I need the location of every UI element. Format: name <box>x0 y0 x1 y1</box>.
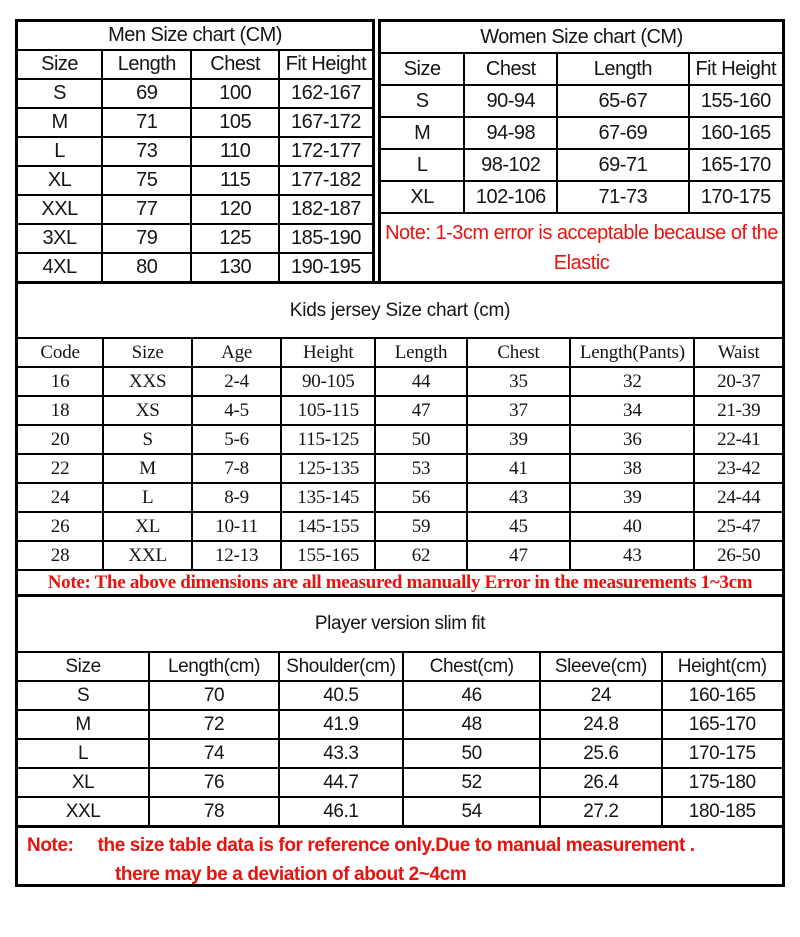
table-cell: 35 <box>467 367 571 396</box>
player-chart-header-row <box>17 652 784 681</box>
table-row <box>17 512 784 541</box>
table-cell: 24 <box>540 681 661 710</box>
table-cell: 115-125 <box>281 425 375 454</box>
table-cell: 125-135 <box>281 454 375 483</box>
table-cell: 77 <box>102 195 191 224</box>
table-cell: S <box>380 85 465 117</box>
table-cell: 185-190 <box>279 224 374 253</box>
table-cell: M <box>103 454 192 483</box>
table-cell: 145-155 <box>281 512 375 541</box>
table-cell: 78 <box>149 797 279 827</box>
kids-chart-note-row <box>17 570 784 596</box>
table-cell: 24-44 <box>694 483 783 512</box>
footer-note-line-1 <box>27 835 782 857</box>
table-cell: 26 <box>17 512 104 541</box>
table-cell: 100 <box>191 79 278 108</box>
table-cell: 21-39 <box>694 396 783 425</box>
table-cell: S <box>17 681 150 710</box>
table-row <box>17 166 374 195</box>
table-cell: 130 <box>191 253 278 283</box>
table-row <box>380 117 784 149</box>
table-cell: 27.2 <box>540 797 661 827</box>
table-cell: 34 <box>570 396 694 425</box>
table-cell: 75 <box>102 166 191 195</box>
column-header: Length(cm) <box>149 652 279 681</box>
table-cell: M <box>17 710 150 739</box>
kids-chart-note: Note: The above dimensions are all measured manually Error in the measurements 1~3cm <box>17 570 784 596</box>
table-cell: 135-145 <box>281 483 375 512</box>
table-cell: 74 <box>149 739 279 768</box>
table-cell: 5-6 <box>192 425 281 454</box>
table-cell: 44 <box>375 367 466 396</box>
table-cell: 3XL <box>17 224 103 253</box>
table-cell: 10-11 <box>192 512 281 541</box>
table-cell: 70 <box>149 681 279 710</box>
table-row <box>17 739 784 768</box>
column-header: Chest <box>464 53 557 85</box>
table-cell: 105-115 <box>281 396 375 425</box>
table-cell: 18 <box>17 396 104 425</box>
table-cell: 170-175 <box>662 739 784 768</box>
table-cell: 90-94 <box>464 85 557 117</box>
player-chart-title: Player version slim fit <box>17 596 784 653</box>
women-chart-body <box>380 85 784 213</box>
table-cell: 4-5 <box>192 396 281 425</box>
table-row <box>17 367 784 396</box>
table-cell: 45 <box>467 512 571 541</box>
table-cell: XL <box>380 181 465 213</box>
footer-note-label: Note: <box>27 835 74 856</box>
table-cell: 44.7 <box>279 768 403 797</box>
table-cell: 22 <box>17 454 104 483</box>
table-row <box>17 768 784 797</box>
table-cell: 73 <box>102 137 191 166</box>
table-cell: L <box>380 149 465 181</box>
table-cell: 50 <box>375 425 466 454</box>
men-chart-header-row <box>17 50 374 79</box>
women-chart-note-section <box>380 213 784 282</box>
player-chart-title-row <box>17 596 784 653</box>
women-note-line-1: Note: 1-3cm error is acceptable because of the <box>385 221 778 244</box>
table-cell: XL <box>17 166 103 195</box>
table-cell: 102-106 <box>464 181 557 213</box>
table-row <box>380 85 784 117</box>
table-cell: 28 <box>17 541 104 570</box>
table-cell: 160-165 <box>689 117 784 149</box>
table-cell: 8-9 <box>192 483 281 512</box>
table-cell: 41 <box>467 454 571 483</box>
table-cell: 54 <box>403 797 540 827</box>
table-cell: 43 <box>570 541 694 570</box>
table-cell: 26-50 <box>694 541 783 570</box>
table-cell: XL <box>103 512 192 541</box>
table-cell: 16 <box>17 367 104 396</box>
column-header: Length <box>557 53 688 85</box>
table-cell: 52 <box>403 768 540 797</box>
column-header: Size <box>17 50 103 79</box>
table-cell: XXL <box>17 797 150 827</box>
men-size-table <box>15 19 375 284</box>
column-header: Height(cm) <box>662 652 784 681</box>
table-cell: L <box>17 137 103 166</box>
table-cell: 175-180 <box>662 768 784 797</box>
table-cell: 71 <box>102 108 191 137</box>
column-header: Shoulder(cm) <box>279 652 403 681</box>
table-cell: 160-165 <box>662 681 784 710</box>
table-cell: 155-160 <box>689 85 784 117</box>
table-cell: 12-13 <box>192 541 281 570</box>
table-cell: 39 <box>570 483 694 512</box>
column-header: Chest <box>191 50 278 79</box>
column-header: Fit Height <box>689 53 784 85</box>
table-cell: 41.9 <box>279 710 403 739</box>
column-header: Code <box>17 338 104 367</box>
table-cell: 43.3 <box>279 739 403 768</box>
adult-charts-row <box>15 19 785 284</box>
table-cell: 36 <box>570 425 694 454</box>
footer-note <box>15 828 785 887</box>
table-cell: L <box>17 739 150 768</box>
column-header: Age <box>192 338 281 367</box>
table-cell: 177-182 <box>279 166 374 195</box>
column-header: Length <box>375 338 466 367</box>
table-cell: 23-42 <box>694 454 783 483</box>
table-cell: XXL <box>103 541 192 570</box>
table-cell: S <box>103 425 192 454</box>
table-cell: 172-177 <box>279 137 374 166</box>
column-header: Waist <box>694 338 783 367</box>
table-row <box>17 425 784 454</box>
table-cell: M <box>380 117 465 149</box>
table-cell: 47 <box>375 396 466 425</box>
men-chart-title: Men Size chart (CM) <box>17 21 374 51</box>
table-cell: 56 <box>375 483 466 512</box>
table-cell: 80 <box>102 253 191 283</box>
men-chart-title-row <box>17 21 374 51</box>
table-row <box>17 710 784 739</box>
table-cell: 48 <box>403 710 540 739</box>
column-header: Size <box>380 53 465 85</box>
table-cell: 40 <box>570 512 694 541</box>
footer-note-line-2: there may be a deviation of about 2~4cm <box>115 864 467 885</box>
table-row <box>17 137 374 166</box>
women-chart-note-row <box>380 213 784 282</box>
column-header: Sleeve(cm) <box>540 652 661 681</box>
table-cell: 94-98 <box>464 117 557 149</box>
table-cell: 69 <box>102 79 191 108</box>
table-cell: 59 <box>375 512 466 541</box>
table-cell: 190-195 <box>279 253 374 283</box>
table-cell: 32 <box>570 367 694 396</box>
table-cell: 90-105 <box>281 367 375 396</box>
table-cell: 46 <box>403 681 540 710</box>
table-cell: 25-47 <box>694 512 783 541</box>
table-cell: XS <box>103 396 192 425</box>
table-cell: 76 <box>149 768 279 797</box>
table-cell: 67-69 <box>557 117 688 149</box>
table-cell: XXL <box>17 195 103 224</box>
table-cell: 22-41 <box>694 425 783 454</box>
kids-chart-title: Kids jersey Size chart (cm) <box>17 283 784 339</box>
table-cell: 165-170 <box>689 149 784 181</box>
women-chart-note <box>380 213 784 282</box>
table-cell: L <box>103 483 192 512</box>
table-cell: 24.8 <box>540 710 661 739</box>
kids-chart-title-row <box>17 283 784 339</box>
table-cell: 98-102 <box>464 149 557 181</box>
kids-chart-note-section <box>17 570 784 596</box>
table-cell: 20 <box>17 425 104 454</box>
table-cell: M <box>17 108 103 137</box>
column-header: Length <box>102 50 191 79</box>
table-row <box>17 224 374 253</box>
table-row <box>17 541 784 570</box>
column-header: Length(Pants) <box>570 338 694 367</box>
table-cell: 167-172 <box>279 108 374 137</box>
table-cell: 53 <box>375 454 466 483</box>
column-header: Chest(cm) <box>403 652 540 681</box>
table-cell: 50 <box>403 739 540 768</box>
women-chart-header-row <box>380 53 784 85</box>
table-row <box>17 396 784 425</box>
player-chart-body <box>17 681 784 827</box>
table-row <box>380 181 784 213</box>
table-row <box>17 797 784 827</box>
women-chart-title-row <box>380 21 784 54</box>
table-cell: 24 <box>17 483 104 512</box>
table-cell: S <box>17 79 103 108</box>
table-cell: 170-175 <box>689 181 784 213</box>
table-cell: 162-167 <box>279 79 374 108</box>
column-header: Size <box>17 652 150 681</box>
table-row <box>17 454 784 483</box>
table-cell: 20-37 <box>694 367 783 396</box>
table-cell: XL <box>17 768 150 797</box>
table-cell: 62 <box>375 541 466 570</box>
column-header: Size <box>103 338 192 367</box>
table-cell: 39 <box>467 425 571 454</box>
table-cell: 4XL <box>17 253 103 283</box>
table-cell: 38 <box>570 454 694 483</box>
table-cell: 71-73 <box>557 181 688 213</box>
table-row <box>17 195 374 224</box>
table-cell: 110 <box>191 137 278 166</box>
table-cell: 65-67 <box>557 85 688 117</box>
table-row <box>380 149 784 181</box>
table-cell: 47 <box>467 541 571 570</box>
table-cell: 125 <box>191 224 278 253</box>
table-cell: 115 <box>191 166 278 195</box>
table-row <box>17 483 784 512</box>
table-row <box>17 253 374 283</box>
table-cell: 182-187 <box>279 195 374 224</box>
footer-note-text: the size table data is for reference only.Due to manual measurement . <box>97 835 695 856</box>
table-cell: 180-185 <box>662 797 784 827</box>
women-note-line-2: Elastic <box>553 251 610 274</box>
men-chart-body <box>17 79 374 283</box>
player-version-table <box>15 594 785 828</box>
table-cell: 165-170 <box>662 710 784 739</box>
table-cell: 69-71 <box>557 149 688 181</box>
kids-chart-body <box>17 367 784 570</box>
column-header: Chest <box>467 338 571 367</box>
table-cell: 25.6 <box>540 739 661 768</box>
table-cell: 155-165 <box>281 541 375 570</box>
table-cell: 46.1 <box>279 797 403 827</box>
table-cell: 40.5 <box>279 681 403 710</box>
table-row <box>17 79 374 108</box>
table-cell: 79 <box>102 224 191 253</box>
table-row <box>17 108 374 137</box>
table-cell: XXS <box>103 367 192 396</box>
table-cell: 72 <box>149 710 279 739</box>
table-cell: 7-8 <box>192 454 281 483</box>
table-cell: 37 <box>467 396 571 425</box>
table-row <box>17 681 784 710</box>
table-cell: 2-4 <box>192 367 281 396</box>
women-chart-title: Women Size chart (CM) <box>380 21 784 54</box>
kids-size-table <box>15 281 785 597</box>
size-chart-sheet <box>15 19 785 887</box>
column-header: Height <box>281 338 375 367</box>
table-cell: 26.4 <box>540 768 661 797</box>
women-size-table <box>378 19 785 284</box>
table-cell: 43 <box>467 483 571 512</box>
column-header: Fit Height <box>279 50 374 79</box>
table-cell: 105 <box>191 108 278 137</box>
table-cell: 120 <box>191 195 278 224</box>
kids-chart-header-row <box>17 338 784 367</box>
